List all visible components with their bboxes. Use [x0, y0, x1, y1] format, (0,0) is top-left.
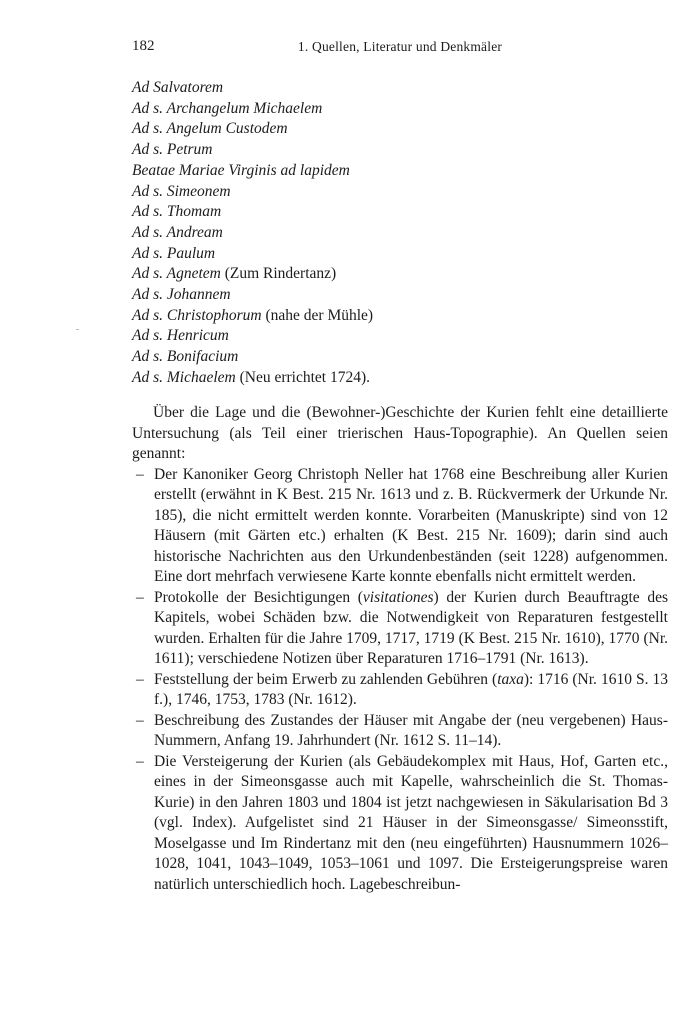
curia-item [132, 140, 668, 161]
source-list [132, 465, 668, 896]
curia-name: Ad s. Agnetem [132, 265, 221, 283]
curia-list [132, 78, 668, 389]
curia-item [132, 347, 668, 368]
curia-item [132, 244, 668, 265]
curia-name: Ad s. Bonifacium [132, 348, 239, 366]
source-item [132, 711, 668, 752]
curia-item [132, 161, 668, 182]
curia-name: Ad s. Johannem [132, 286, 231, 304]
curia-name: Ad s. Simeonem [132, 182, 231, 200]
curia-note: (Neu errichtet 1724). [235, 368, 371, 386]
curia-name: Ad s. Angelum Custodem [132, 120, 288, 138]
curia-item [132, 223, 668, 244]
source-item [132, 752, 668, 896]
list-dash: – [136, 588, 144, 606]
curia-name: Ad s. Archangelum Michaelem [132, 99, 323, 117]
list-dash: – [136, 711, 144, 729]
curia-item [132, 368, 668, 389]
latin-term: taxa [497, 670, 524, 688]
source-text: Protokolle der Besichtigungen ( [154, 588, 363, 606]
curia-note: (Zum Rindertanz) [220, 265, 337, 283]
curia-item [132, 285, 668, 306]
source-text: ) der Kurien durch Beauftragte des Kapitels, wobei Schäden bzw. die Notwendigkeit von Reparaturen festgestellt wurden. Erhalten für die Jahre 1709, 1717, 1719 (K Best. 215 Nr. 1610), 1770 (Nr. 1611); verschiedene Notizen über Reparaturen 1716–1791 (Nr. 1613). [154, 588, 668, 667]
margin-mark [76, 329, 79, 330]
page-number: 182 [132, 38, 155, 54]
curia-name: Ad s. Petrum [132, 141, 213, 159]
source-text: Der Kanoniker Georg Christoph Neller hat 1768 eine Beschreibung aller Kurien erstellt (erwähnt in K Best. 215 Nr. 1613 und z. B. Rückvermerk der Urkunde Nr. 185), die nicht ermittelt werden konnte. Vorarbeiten (Manuskripte) sind von 12 Häusern (mit Gärten etc.) erhalten (K Best. 215 Nr. 1609); darin sind auch historische Nachrichten aus den Urkundenbeständen (seit 1228) aufgenommen. Eine dort mehrfach verwiesene Karte konnte ebenfalls nicht ermittelt werden. [154, 465, 668, 585]
curia-item [132, 326, 668, 347]
source-text: Feststellung der beim Erwerb zu zahlenden Gebühren ( [154, 670, 498, 688]
curia-item [132, 99, 668, 120]
list-dash: – [136, 670, 144, 688]
latin-term: visitationes [362, 588, 434, 606]
source-text: Die Versteigerung der Kurien (als Gebäudekomplex mit Haus, Hof, Garten etc., eines in der Simeonsgasse auch mit Kapelle, wahrscheinlich die St. Thomas-Kurie) in den Jahren 1803 und 1804 ist jetzt nachgewiesen in Säkularisation Bd 3 (vgl. Index). Aufgelistet sind 21 Häuser in der Simeonsgasse/ Simeonsstift, Moselgasse und Im Rindertanz mit den (neu eingeführten) Hausnummern 1026–1028, 1041, 1043–1049, 1053–1061 und 1097. Die Ersteigerungspreise waren natürlich unterschiedlich hoch. Lagebeschreibun- [154, 752, 668, 893]
curia-name: Ad s. Michaelem [132, 368, 236, 386]
curia-name: Ad s. Christophorum [132, 306, 262, 324]
curia-item [132, 202, 668, 223]
curia-name: Ad s. Andream [132, 223, 223, 241]
source-text: Beschreibung des Zustandes der Häuser mit Angabe der (neu vergebenen) Haus-Nummern, Anfang 19. Jahrhundert (Nr. 1612 S. 11–14). [154, 711, 668, 749]
source-item [132, 670, 668, 711]
curia-name: Ad s. Henricum [132, 327, 229, 345]
curia-item [132, 78, 668, 99]
body-text [132, 403, 668, 895]
curia-item [132, 264, 668, 285]
curia-name: Ad s. Paulum [132, 244, 216, 262]
curia-item [132, 306, 668, 327]
curia-name: Ad s. Thomam [132, 203, 222, 221]
curia-name: Beatae Mariae Virginis ad lapidem [132, 161, 350, 179]
source-text: ): 1716 (Nr. 1610 S. 13 f.), 1746, 1753, 1783 (Nr. 1612). [154, 670, 668, 708]
curia-item [132, 119, 668, 140]
list-dash: – [136, 465, 144, 483]
source-item [132, 465, 668, 588]
list-dash: – [136, 752, 144, 770]
curia-item [132, 182, 668, 203]
page-header [132, 38, 668, 60]
running-head: 1. Quellen, Literatur und Denkmäler [297, 39, 503, 54]
curia-note: (nahe der Mühle) [261, 306, 374, 324]
curia-name: Ad Salvatorem [132, 79, 224, 96]
intro-paragraph: Über die Lage und die (Bewohner-)Geschichte der Kurien fehlt eine detaillierte Untersuchung (als Teil einer trierischen Haus-Topographie). An Quellen seien genannt: [132, 404, 668, 462]
source-item [132, 588, 668, 670]
